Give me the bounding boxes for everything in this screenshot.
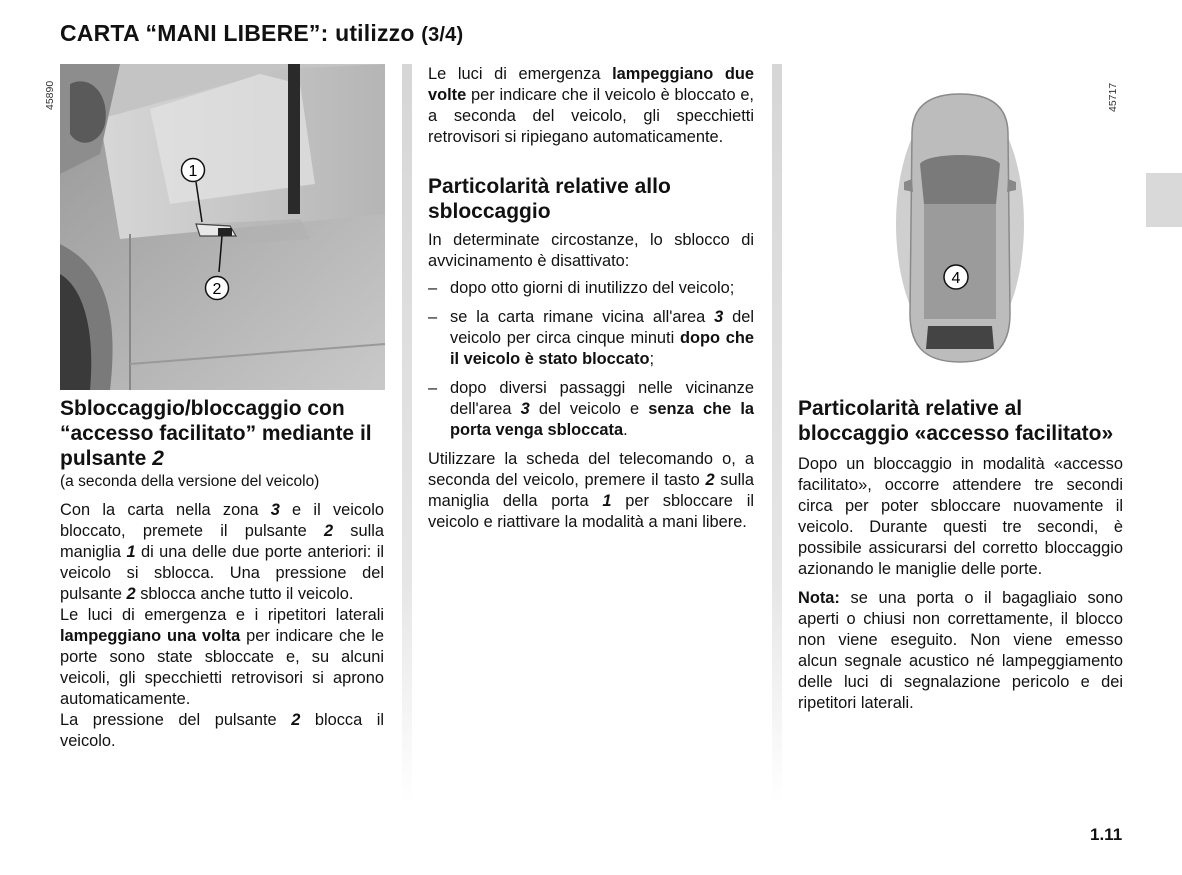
callout-4: 4	[951, 270, 961, 287]
callout-2: 2	[212, 281, 222, 298]
column-separator-2	[772, 64, 782, 804]
door-figure-code: 45890	[44, 80, 56, 110]
section-heading-unlock-lock: Sbloccaggio/bloccaggio con “accesso facilitato” mediante il pulsante 2	[60, 397, 372, 470]
paragraph-three-seconds: Dopo un bloccaggio in modalità «accesso facilitato», occorre attendere tre secondi circa per poter sbloccare nuovamente il veicolo. Durante questi tre secondi, è possibile assicurarsi del corretto bloccaggio azionando le maniglie delle porte.	[798, 455, 1123, 578]
column-right	[798, 396, 1123, 714]
list-item: – se la carta rimane vicina all'area 3 del veicolo per circa cinque minuti dopo che il veicolo è stato bloccato;	[428, 307, 754, 370]
car-top-figure	[812, 64, 1109, 390]
paragraph-hazard-twice: Le luci di emergenza lampeggiano due volte per indicare che il veicolo è bloccato e, a seconda del veicolo, gli specchietti retrovisori si ripiegano automaticamente.	[428, 65, 754, 146]
list-item: – dopo diversi passaggi nelle vicinanze dell'area 3 del veicolo e senza che la porta venga sbloccata.	[428, 378, 754, 441]
door-illustration	[60, 64, 385, 390]
car-top-illustration	[812, 64, 1109, 390]
column-left	[60, 396, 384, 752]
list-item: – dopo otto giorni di inutilizzo del veicolo;	[428, 278, 754, 299]
section-heading-lock-special: Particolarità relative al bloccaggio «accesso facilitato»	[798, 397, 1114, 445]
page-title-part: (3/4)	[421, 24, 464, 46]
chapter-tab	[1146, 173, 1182, 227]
section-heading-unlock-special: Particolarità relative allo sbloccaggio	[428, 175, 671, 223]
version-note: (a seconda della versione del veicolo)	[60, 473, 320, 490]
paragraph-note: Nota: se una porta o il bagagliaio sono aperti o chiusi non correttamente, il blocco non viene eseguito. Non viene emesso alcun segnale acustico né lampeggiamento delle luci di segnalazione pericolo e dei ripetitori laterali.	[798, 589, 1123, 712]
paragraph-unlock: Con la carta nella zona 3 e il veicolo bloccato, premete il pulsante 2 sulla maniglia 1 di una delle due porte anteriori: il veicolo si sblocca. Una pressione del pulsante 2 sblocca anche tutto il veicolo.	[60, 501, 385, 603]
callout-1: 1	[188, 163, 198, 180]
paragraph-intro: In determinate circostanze, lo sblocco di avvicinamento è disattivato:	[428, 231, 754, 270]
paragraph-remote-card: Utilizzare la scheda del telecomando o, a seconda del veicolo, premere il tasto 2 sulla maniglia della porta 1 per sbloccare il veicolo e riattivare la modalità a mani libere.	[428, 450, 755, 531]
column-middle	[428, 64, 754, 533]
page-title	[60, 20, 463, 47]
page-number: 1.11	[1090, 825, 1123, 844]
car-figure-code: 45717	[1107, 82, 1119, 112]
conditions-list	[428, 278, 754, 441]
door-handle-figure	[60, 64, 385, 390]
page-title-main: CARTA “MANI LIBERE”: utilizzo	[60, 20, 415, 46]
paragraph-lock: La pressione del pulsante 2 blocca il veicolo.	[60, 711, 384, 750]
paragraph-hazard-lights: Le luci di emergenza e i ripetitori laterali lampeggiano una volta per indicare che le porte sono state sbloccate e, su alcuni veicoli, gli specchietti retrovisori si aprono automaticamente.	[60, 606, 384, 708]
column-separator-1	[402, 64, 412, 804]
